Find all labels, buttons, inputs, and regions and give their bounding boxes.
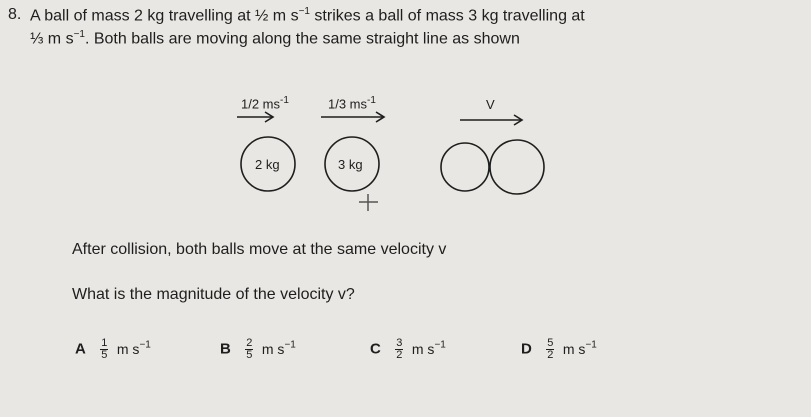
option-b[interactable] (220, 338, 296, 361)
plus-icon (359, 194, 378, 211)
question-prompt: What is the magnitude of the velocity v? (72, 286, 355, 303)
after-collision-text: After collision, both balls move at the same velocity v (72, 241, 447, 258)
arrow-after-icon (460, 115, 522, 125)
option-unit: m s (562, 340, 586, 357)
fraction-numerator: 1 (101, 337, 108, 349)
unit-text: m s (43, 30, 74, 48)
third-fraction: ⅓ (30, 30, 44, 48)
option-letter: B (220, 340, 231, 358)
option-fraction (100, 338, 108, 361)
option-c[interactable] (370, 338, 446, 361)
velocity-value: 1/3 ms (328, 96, 368, 112)
option-letter: C (370, 340, 381, 358)
option-unit-exponent: −1 (585, 339, 597, 351)
fraction-numerator: 2 (246, 337, 253, 349)
question-text-part: A ball of mass 2 kg travelling at (30, 7, 255, 25)
option-fraction (245, 338, 253, 361)
half-fraction: ½ (255, 7, 269, 25)
fraction-numerator: 3 (396, 337, 403, 349)
unit-exponent: −1 (298, 6, 310, 17)
option-fraction (546, 338, 554, 361)
unit-exponent: −1 (73, 29, 85, 40)
velocity-exponent: -1 (367, 95, 376, 106)
option-unit: m s (411, 340, 435, 357)
question-text-part: strikes a ball of mass 3 kg travelling at (309, 7, 585, 25)
option-unit: m s (261, 340, 285, 357)
option-letter: D (521, 340, 532, 358)
combined-ball-right-icon (490, 140, 544, 194)
fraction-denominator: 5 (101, 349, 108, 361)
fraction-numerator: 5 (547, 337, 554, 349)
velocity-value: 1/2 ms (241, 96, 281, 112)
option-d[interactable] (521, 338, 597, 361)
combined-ball-left-icon (441, 143, 489, 191)
ball-1-mass: 2 kg (255, 157, 280, 172)
option-unit-exponent: −1 (284, 339, 296, 351)
arrow-ball-2-icon (321, 112, 384, 122)
ball-2-mass: 3 kg (338, 157, 363, 172)
option-unit-exponent: −1 (139, 339, 151, 351)
arrow-ball-1-icon (237, 112, 273, 122)
question-number: 8. (8, 6, 22, 23)
velocity-label-after: V (486, 97, 495, 112)
option-a[interactable] (75, 338, 151, 361)
unit-text: m s (268, 7, 299, 25)
fraction-denominator: 2 (547, 349, 554, 361)
fraction-denominator: 5 (246, 349, 253, 361)
option-letter: A (75, 340, 86, 358)
velocity-exponent: -1 (280, 95, 289, 106)
option-unit: m s (116, 340, 140, 357)
fraction-denominator: 2 (396, 349, 403, 361)
option-unit-exponent: −1 (434, 339, 446, 351)
option-fraction (395, 338, 403, 361)
question-text-part: . Both balls are moving along the same straight line as shown (84, 30, 520, 48)
